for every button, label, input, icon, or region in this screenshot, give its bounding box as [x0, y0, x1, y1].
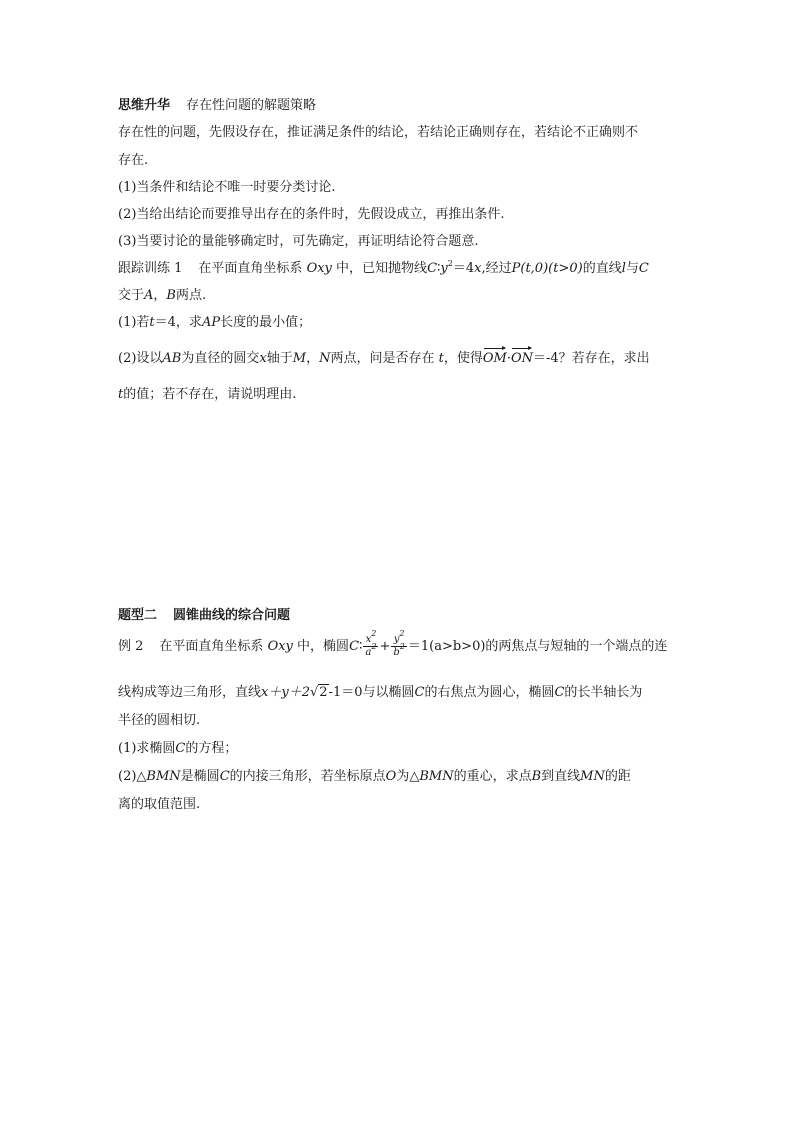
training-var: y [440, 261, 448, 276]
training-text: ， [153, 288, 167, 303]
training-var: x [259, 351, 267, 366]
vector-om: OM [482, 351, 507, 366]
frac-var: y [393, 634, 400, 645]
dot-operator: · [506, 351, 511, 366]
training-var: A [144, 288, 154, 303]
training-var: t [149, 315, 155, 330]
example-text: (2)△ [118, 769, 147, 784]
training-text: 轴于 [266, 351, 293, 366]
training-text: ∶ [437, 261, 441, 276]
example-text: 在平面直角坐标系 [159, 639, 264, 654]
example-text: 的方程； [185, 741, 238, 756]
example-var: C [219, 769, 230, 784]
training-var: x [474, 261, 482, 276]
frac-exp: 2 [399, 642, 405, 651]
training-var: C [427, 261, 438, 276]
training-oxy: Oxy [306, 261, 332, 276]
example-var: C [349, 639, 360, 654]
training-text: (2)设以 [118, 351, 163, 366]
training-label: 跟踪训练 1 [118, 261, 183, 276]
frac-var: b [393, 647, 400, 658]
training-var: AB [162, 351, 182, 366]
frac-var: a [365, 647, 372, 658]
strategy-subtitle: 存在性问题的解题策略 [186, 98, 317, 113]
example-var: O [385, 769, 397, 784]
example-text: 的长半轴长为 [564, 685, 643, 700]
example-text: 的重心，求点 [453, 769, 532, 784]
training-var: AP [201, 315, 221, 330]
training-text: 交于 [118, 288, 145, 303]
example-question-2 [118, 768, 631, 786]
example-var: B [531, 769, 542, 784]
example-text: 的内接三角形，若坐标原点 [229, 769, 386, 784]
training-var: C [638, 261, 649, 276]
sqrt-radicand: 2 [319, 685, 328, 700]
example-var: C [554, 685, 565, 700]
training-exp: 2 [447, 259, 453, 268]
example-text: 的距 [604, 769, 631, 784]
training-var: l [621, 261, 626, 276]
section-heading [118, 607, 290, 625]
training-text: (1)若 [118, 315, 150, 330]
example-question-2-cont: 离的取值范围. [118, 797, 201, 812]
example-expr: -1＝0 [328, 685, 363, 700]
example-text: 是椭圆 [180, 769, 220, 784]
example-expr: x＋y＋2 [261, 685, 310, 700]
training-line-2 [118, 287, 206, 305]
section-subtitle: 圆锥曲线的综合问题 [173, 608, 291, 623]
example-var: BMN [146, 769, 181, 784]
fraction-y2-b2 [391, 629, 407, 659]
training-var: B [166, 288, 176, 303]
example-var: BMN [419, 769, 454, 784]
strategy-title: 思维升华 [118, 98, 171, 113]
plus-operator: + [379, 639, 391, 654]
example-text: ∶ [359, 639, 363, 654]
training-text: 在平面直角坐标系 [198, 261, 303, 276]
section-title: 题型二 [118, 608, 158, 623]
training-text: ,经过 [481, 261, 512, 276]
example-question-1 [118, 740, 237, 758]
training-text: 长度的最小值； [220, 315, 312, 330]
example-text: ＝1(a>b>0)的两焦点与短轴的一个端点的连 [407, 639, 668, 654]
example-var: C [175, 741, 186, 756]
sqrt-expression: √2 [309, 685, 328, 700]
frac-exp: 2 [371, 642, 377, 651]
training-text: 的直线 [582, 261, 622, 276]
example-line-1 [118, 629, 668, 661]
training-var: t [438, 351, 444, 366]
training-text: ＝4，求 [154, 315, 202, 330]
example-text: (1)求椭圆 [118, 741, 176, 756]
example-oxy: Oxy [267, 639, 293, 654]
example-text: 线构成等边三角形，直线 [118, 685, 262, 700]
strategy-text-line-1: 存在性的问题，先假设存在，推证满足条件的结论，若结论正确则存在，若结论不正确则不 [118, 125, 639, 140]
training-line-1 [118, 260, 649, 278]
training-text: ，使得 [443, 351, 483, 366]
example-text: 为△ [396, 769, 420, 784]
training-text: 与 [625, 261, 639, 276]
training-text: 为直径的圆交 [181, 351, 260, 366]
vector-on: ON [510, 351, 534, 366]
training-question-2-cont [118, 386, 296, 404]
example-var: C [414, 685, 425, 700]
training-var: N [319, 351, 331, 366]
fraction-x2-a2 [363, 629, 378, 659]
example-label: 例 2 [118, 639, 144, 654]
strategy-item-3: (3)当要讨论的量能够确定时，可先确定，再证明结论符合题意. [118, 234, 479, 249]
example-text: 中，椭圆 [297, 639, 350, 654]
example-text: 到直线 [541, 769, 581, 784]
training-text: ＝-4？若存在，求出 [533, 351, 650, 366]
training-text: ， [306, 351, 320, 366]
training-var: M [292, 351, 307, 366]
training-text: 两点，问是否存在 [330, 351, 435, 366]
training-var: t [118, 387, 124, 402]
example-text: 与以椭圆 [362, 685, 415, 700]
example-var: MN [580, 769, 605, 784]
training-text: ＝4 [452, 261, 475, 276]
example-line-3: 半径的圆相切. [118, 713, 201, 728]
example-line-2 [118, 684, 642, 702]
frac-exp: 2 [371, 629, 377, 638]
frac-exp: 2 [399, 629, 405, 638]
training-text: 的值；若不存在，请说明理由. [123, 387, 297, 402]
training-text: 中，已知抛物线 [336, 261, 428, 276]
training-text: 两点. [175, 288, 207, 303]
example-text: 的右焦点为圆心，椭圆 [424, 685, 555, 700]
strategy-item-2: (2)当给出结论而要推导出存在的条件时，先假设成立，再推出条件. [118, 207, 505, 222]
strategy-item-1: (1)当条件和结论不唯一时要分类讨论. [118, 180, 336, 195]
strategy-heading [118, 97, 316, 115]
training-question-1 [118, 314, 311, 332]
strategy-text-line-2: 存在. [118, 153, 149, 168]
training-point: P(t,0)(t>0) [511, 261, 583, 276]
frac-var: x [365, 634, 372, 645]
training-question-2 [118, 350, 650, 368]
